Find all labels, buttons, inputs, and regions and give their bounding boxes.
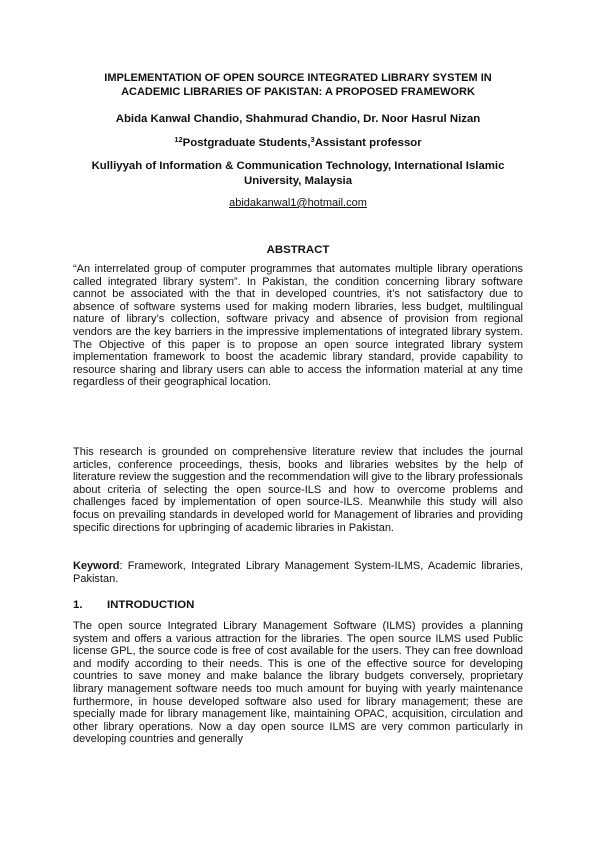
role-superscript-1: 12	[174, 135, 183, 144]
paper-title: IMPLEMENTATION OF OPEN SOURCE INTEGRATED LIBRARY SYSTEM IN ACADEMIC LIBRARIES OF PAKISTAN: A PROPOSED FRAMEWORK	[104, 72, 492, 98]
affiliation: Kulliyyah of Information & Communication Technology, International Islamic University, Malaysia	[91, 160, 505, 187]
author-list: Abida Kanwal Chandio, Shahmurad Chandio, Dr. Noor Hasrul Nizan	[115, 113, 481, 125]
author-roles	[73, 136, 523, 150]
keywords-label: Keyword	[73, 560, 120, 572]
section-number: 1.	[73, 599, 83, 611]
abstract-paragraph-1: “An interrelated group of computer programmes that automates multiple library operations called integrated library system”. In Pakistan, the condition concerning library software cannot be associated with the that in developed countries, it’s not satisfactory due to absence of software systems used for making modern libraries, less budget, multilingual nature of library’s collection, software privacy and absence of provision from regional vendors are the key barriers in the impressive implementations of integrated library system. The Objective of this paper is to propose an open source integrated library system implementation framework to boost the academic library standard, provide capability to resource sharing and library users can able to access the information material at any time regardless of their geographical location.	[73, 263, 523, 389]
role-text-2: Assistant professor	[314, 137, 422, 149]
abstract-paragraph-2: This research is grounded on comprehensive literature review that includes the journal articles, conference proceedings, thesis, books and libraries websites by the help of literature review the suggestion and the recommendation will give to the library professionals about criteria of selecting the open source-ILS and how to overcome problems and challenges faced by implementation of open source-ILS. Meanwhile this study will also focus on prevailing standards in developed world for Management of libraries and providing specific directions for upbringing of academic libraries in Pakistan.	[73, 446, 524, 534]
introduction-heading	[73, 598, 523, 612]
introduction-paragraph: The open source Integrated Library Management Software (ILMS) provides a planning system and offers a various attraction for the libraries. The open source ILMS used Public license GPL, the source code is free of cost available for the users. They can free download and modify according to their needs. This is one of the effective source for developing countries to save money and make balance the library budgets conversely, proprietary library management software needs too much amount for buying with yearly maintenance furthermore, in house developed software also used for library management; these are specially made for library management like, maintaining OPAC, acquisition, circulation and other library operations. Now a day open source ILMS are very common particularly in developing countries and generally	[73, 620, 523, 746]
role-text-1: Postgraduate Students,	[182, 137, 311, 149]
email-link[interactable]: abidakanwal1@hotmail.com	[229, 197, 367, 209]
keywords	[73, 560, 523, 585]
email-line	[73, 196, 523, 210]
role-superscript-2: 3	[310, 135, 315, 144]
keywords-text: : Framework, Integrated Library Management System-ILMS, Academic libraries, Pakistan.	[73, 560, 523, 585]
section-title: INTRODUCTION	[107, 599, 195, 611]
abstract-heading: ABSTRACT	[266, 244, 330, 256]
